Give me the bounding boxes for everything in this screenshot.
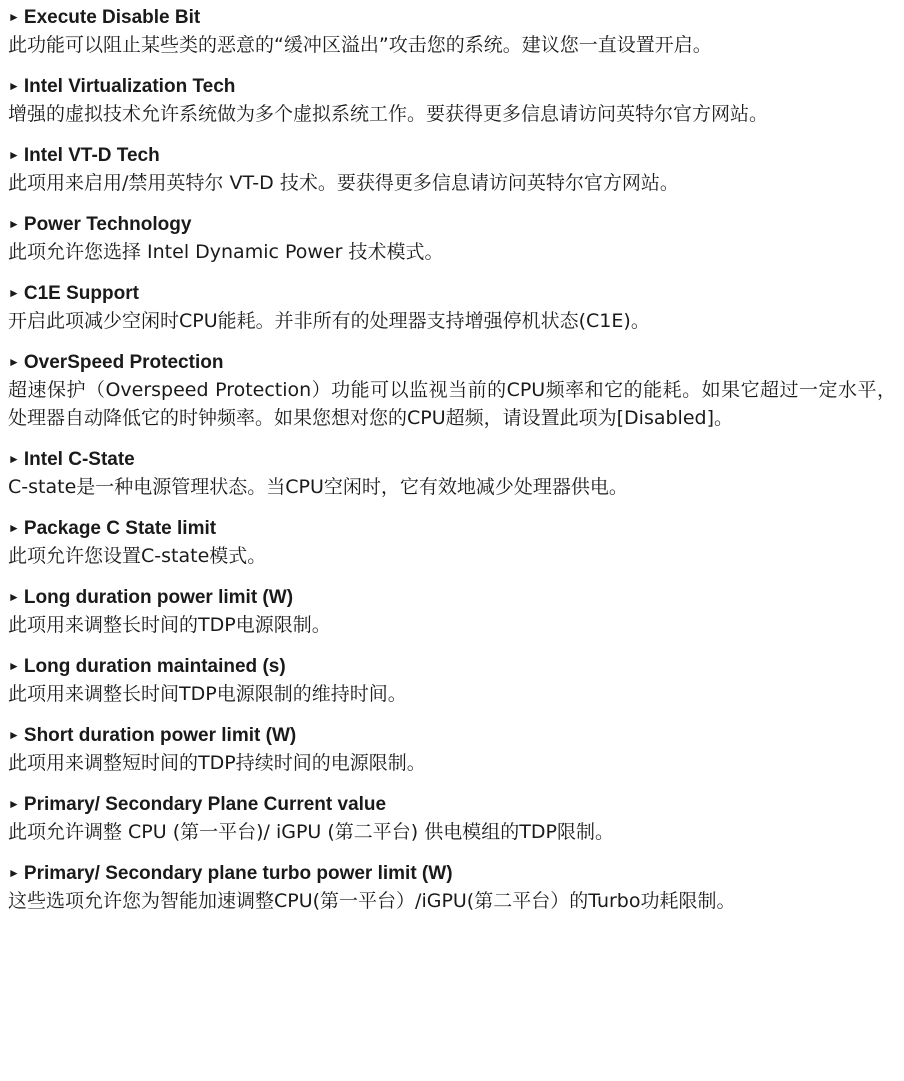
triangle-bullet-icon: ► <box>8 728 20 742</box>
entry-title: Intel C-State <box>23 449 135 470</box>
entry-title: Primary/ Secondary plane turbo power limit (W) <box>23 863 453 884</box>
entry-c1e-support <box>8 280 896 335</box>
entry-long-duration-power-limit <box>8 584 896 639</box>
entry-execute-disable-bit <box>8 4 896 59</box>
entry-heading <box>8 349 896 376</box>
entry-heading <box>8 791 896 818</box>
entry-description: 此项允许您选择 Intel Dynamic Power 技术模式。 <box>8 241 444 263</box>
entry-description: 此项允许调整 CPU (第一平台)/ iGPU (第二平台) 供电模组的TDP限制。 <box>8 821 614 843</box>
entry-short-duration-power-limit <box>8 722 896 777</box>
entry-description: 此项允许您设置C-state模式。 <box>8 545 267 567</box>
entry-title: Long duration maintained (s) <box>23 656 286 677</box>
entry-title: Execute Disable Bit <box>23 7 201 28</box>
entry-description: 开启此项减少空闲时CPU能耗。并非所有的处理器支持增强停机状态(C1E)。 <box>8 310 650 332</box>
entry-title: OverSpeed Protection <box>23 352 224 373</box>
entry-plane-current-value <box>8 791 896 846</box>
entry-heading <box>8 73 896 100</box>
triangle-bullet-icon: ► <box>8 286 20 300</box>
entry-description: 超速保护（Overspeed Protection）功能可以监视当前的CPU频率和它的能耗。如果它超过一定水平，处理器自动降低它的时钟频率。如果您想对您的CPU超频，请设置此项为[Disabled]。 <box>8 379 896 429</box>
triangle-bullet-icon: ► <box>8 866 20 880</box>
triangle-bullet-icon: ► <box>8 79 20 93</box>
entry-heading <box>8 515 896 542</box>
entry-title: Primary/ Secondary Plane Current value <box>23 794 387 815</box>
entry-title: Power Technology <box>23 214 192 235</box>
entry-heading <box>8 722 896 749</box>
triangle-bullet-icon: ► <box>8 10 20 24</box>
entry-intel-c-state <box>8 446 896 501</box>
entry-description: 此项用来调整长时间的TDP电源限制。 <box>8 614 331 636</box>
entry-title: Intel VT-D Tech <box>23 145 160 166</box>
entry-description: 增强的虚拟技术允许系统做为多个虚拟系统工作。要获得更多信息请访问英特尔官方网站。 <box>8 103 769 125</box>
entry-title: Intel Virtualization Tech <box>23 76 236 97</box>
entry-plane-turbo-power-limit <box>8 860 896 915</box>
entry-description: 此项用来调整短时间的TDP持续时间的电源限制。 <box>8 752 426 774</box>
entry-description: 此功能可以阻止某些类的恶意的“缓冲区溢出”攻击您的系统。建议您一直设置开启。 <box>8 34 712 56</box>
entry-heading <box>8 653 896 680</box>
triangle-bullet-icon: ► <box>8 797 20 811</box>
triangle-bullet-icon: ► <box>8 590 20 604</box>
entry-heading <box>8 860 896 887</box>
entry-description: 这些选项允许您为智能加速调整CPU(第一平台）/iGPU(第二平台）的Turbo功耗限制。 <box>8 890 736 912</box>
entry-intel-vt-d-tech <box>8 142 896 197</box>
entry-description: 此项用来启用/禁用英特尔 VT-D 技术。要获得更多信息请访问英特尔官方网站。 <box>8 172 679 194</box>
entry-heading <box>8 4 896 31</box>
entry-package-c-state-limit <box>8 515 896 570</box>
entry-title: Long duration power limit (W) <box>23 587 294 608</box>
triangle-bullet-icon: ► <box>8 217 20 231</box>
triangle-bullet-icon: ► <box>8 148 20 162</box>
entry-power-technology <box>8 211 896 266</box>
entry-heading <box>8 446 896 473</box>
entry-intel-virtualization-tech <box>8 73 896 128</box>
entry-description: C-state是一种电源管理状态。当CPU空闲时，它有效地减少处理器供电。 <box>8 476 628 498</box>
triangle-bullet-icon: ► <box>8 355 20 369</box>
entry-heading <box>8 211 896 238</box>
entry-heading <box>8 280 896 307</box>
entry-overspeed-protection <box>8 349 896 432</box>
entry-title: Short duration power limit (W) <box>23 725 297 746</box>
entry-description: 此项用来调整长时间TDP电源限制的维持时间。 <box>8 683 407 705</box>
entry-heading <box>8 142 896 169</box>
entry-title: Package C State limit <box>23 518 217 539</box>
triangle-bullet-icon: ► <box>8 659 20 673</box>
entry-heading <box>8 584 896 611</box>
triangle-bullet-icon: ► <box>8 452 20 466</box>
entry-long-duration-maintained <box>8 653 896 708</box>
triangle-bullet-icon: ► <box>8 521 20 535</box>
entry-title: C1E Support <box>23 283 139 304</box>
